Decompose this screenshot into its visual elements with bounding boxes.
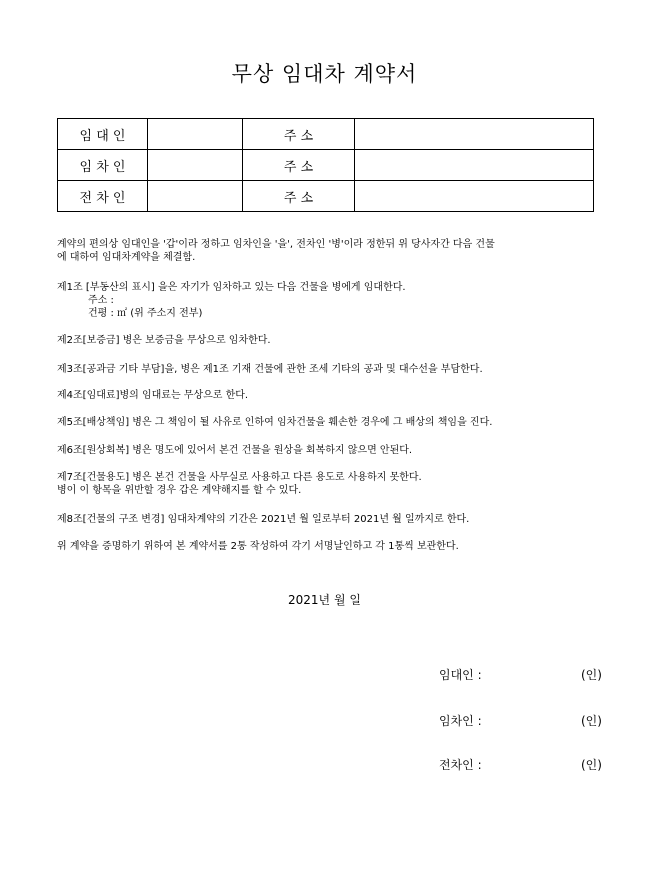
closing-statement: 위 계약을 증명하기 위하여 본 계약서를 2통 작성하여 각기 서명날인하고 각 1통씩 보관한다.	[57, 541, 459, 552]
parties-table	[57, 118, 594, 212]
seal-lessor: (인)	[581, 668, 602, 682]
role-label: 전 차 인	[58, 181, 148, 212]
article-1-area: 건평 : ㎡ (위 주소지 전부)	[88, 308, 203, 319]
signature-label-sublessee: 전차인 :	[439, 758, 482, 772]
article-text: 병이 이 항목을 위반할 경우 갑은 계약해지를 할 수 있다.	[57, 485, 302, 496]
article-text: 제7조[건물용도] 병은 본건 건물을 사무실로 사용하고 다른 용도로 사용하지 못한다.	[57, 472, 422, 483]
seal-sublessee: (인)	[581, 758, 602, 772]
name-cell[interactable]	[148, 119, 243, 150]
article-2: 제2조[보증금] 병은 보증금을 무상으로 임차한다.	[57, 335, 271, 346]
address-label: 주 소	[243, 181, 355, 212]
name-cell[interactable]	[148, 181, 243, 212]
seal-lessee: (인)	[581, 714, 602, 728]
address-label: 주 소	[243, 119, 355, 150]
article-3: 제3조[공과금 기타 부담]을, 병은 제1조 기재 건물에 관한 조세 기타의 공과 및 대수선을 부담한다.	[57, 364, 483, 375]
intro-paragraph	[57, 238, 617, 264]
article-text: 제1조 [부동산의 표시] 을은 자기가 임차하고 있는 다음 건물을 병에게 임대한다.	[57, 282, 406, 293]
document-title: 무상 임대차 계약서	[231, 62, 418, 86]
article-6: 제6조[원상회복] 병은 명도에 있어서 본건 건물을 원상을 회복하지 않으면 안된다.	[57, 445, 413, 456]
table-row	[58, 181, 594, 212]
address-cell[interactable]	[355, 119, 594, 150]
role-label: 임 대 인	[58, 119, 148, 150]
role-label: 임 차 인	[58, 150, 148, 181]
table-row	[58, 150, 594, 181]
address-cell[interactable]	[355, 181, 594, 212]
table-row	[58, 119, 594, 150]
contract-date: 2021년 월 일	[288, 593, 361, 607]
address-label: 주 소	[243, 150, 355, 181]
article-4: 제4조[임대료]병의 임대료는 무상으로 한다.	[57, 390, 249, 401]
intro-line: 에 대하여 임대차계약을 체결함.	[57, 252, 196, 263]
address-cell[interactable]	[355, 150, 594, 181]
article-1	[57, 281, 617, 320]
intro-line: 계약의 편의상 임대인을 '갑'이라 정하고 임차인을 '을', 전차인 '병'이라 정한뒤 위 당사자간 다음 건물	[57, 239, 495, 250]
signature-label-lessor: 임대인 :	[439, 668, 482, 682]
article-8: 제8조[건물의 구조 변경] 임대차계약의 기간은 2021년 월 일로부터 2021년 월 일까지로 한다.	[57, 514, 470, 525]
name-cell[interactable]	[148, 150, 243, 181]
article-1-address: 주소 :	[88, 295, 114, 306]
signature-label-lessee: 임차인 :	[439, 714, 482, 728]
article-5: 제5조[배상책임] 병은 그 책임이 될 사유로 인하여 임차건물을 훼손한 경우에 그 배상의 책임을 진다.	[57, 417, 493, 428]
article-7	[57, 471, 617, 497]
